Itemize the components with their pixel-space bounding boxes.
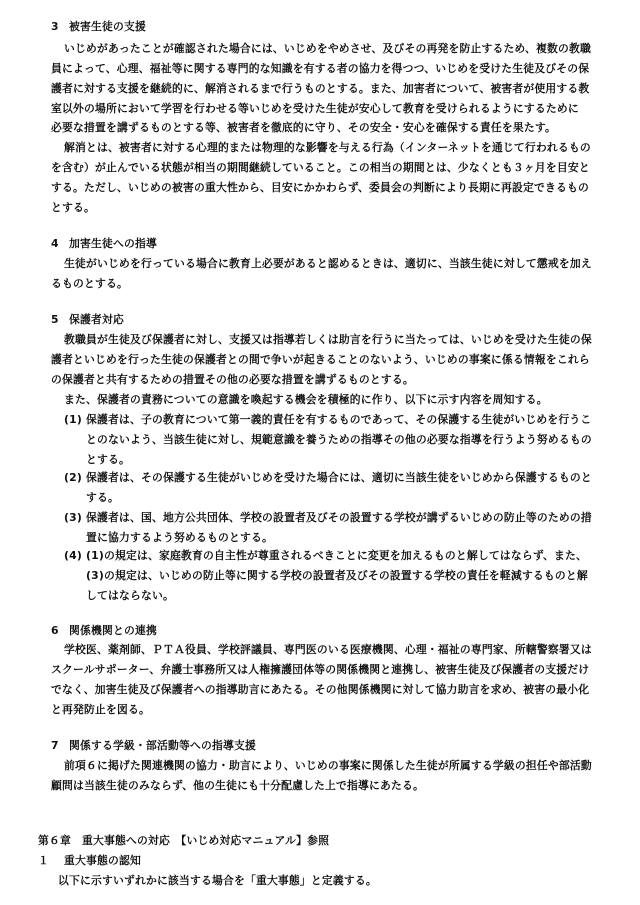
- section-3-para2-line1: 解消とは、被害者に対する心理的または物理的な影響を与える行為（インターネットを通じて行われるもの: [64, 141, 591, 154]
- chapter-6-subheading: １ 重大事態の認知: [38, 854, 141, 867]
- section-4-para1-line1: 生徒がいじめを行っている場合に教育上必要があると認めるときは、適切に、当該生徒に対して懲戒を加え: [64, 257, 592, 270]
- list-item-1-line3: とする。: [86, 453, 130, 466]
- section-3-para1-line4: 室以外の場所において学習を行わせる等いじめを受けた生徒が安心して教育を受けられるようにするために: [51, 102, 579, 115]
- list-item-4-line3: してはならない。: [86, 589, 174, 602]
- section-4-para1-line2: るものとする。: [51, 277, 128, 290]
- list-item-3-line2: 置に協力するよう努めるものとする。: [86, 531, 273, 544]
- section-3-para2-line2: を含む）が止んでいる状態が相当の期間継続していること。この相当の期間とは、少なくとも３ヶ月を目安と: [51, 161, 590, 174]
- section-7-para1-line1: 前項６に掲げた関連機関の協力・助言により、いじめの事案に関係した生徒が所属する学級の担任や部活動: [64, 759, 592, 772]
- section-3-para1-line3: 護者に対する支援を継続的に、解消されるまで行うものとする。また、加害者について、被害者が使用する教: [51, 82, 590, 95]
- section-3-para1-line2: 員によって、心理、福祉等に関する専門的な知識を有する者の協力を得つつ、いじめを受けた生徒及びその保: [51, 62, 590, 75]
- list-item-3-line1: (3) 保護者は、国、地方公共団体、学校の設置者及びその設置する学校が講ずるいじめの防止等のための措: [64, 511, 592, 524]
- section-4-heading: 4 加害生徒への指導: [51, 237, 157, 250]
- chapter-6-title: 第６章 重大事態への対応 【いじめ対応マニュアル】参照: [38, 834, 330, 847]
- section-3-para1-line5: 必要な措置を講ずるものとする等、被害者を徹底的に守り、その安全・安心を確保する責任を果たす。: [51, 121, 556, 134]
- list-item-4-line1: (4) (1)の規定は、家庭教育の自主性が尊重されるべきことに変更を加えるものと解してはならず、また、: [64, 549, 587, 562]
- section-6-para1-line2: スクールサポーター、弁護士事務所又は人権擁護団体等の関係機関と連携し、被害生徒及び保護者の支援だけ: [51, 663, 590, 676]
- list-item-4-line2: (3)の規定は、いじめの防止等に関する学校の設置者及びその設置する学校の責任を軽減するものと解: [86, 569, 588, 582]
- section-6-para1-line1: 学校医、薬剤師、ＰＴＡ役員、学校評議員、専門医のいる医療機関、心理・福祉の専門家、所轄警察署又は: [64, 643, 592, 656]
- section-5-heading: 5 保護者対応: [51, 313, 124, 326]
- section-5-para2: また、保護者の責務についての意識を喚起する機会を積極的に作り、以下に示す内容を周知する。: [64, 393, 548, 406]
- section-5-para1-line3: の保護者と共有するための措置その他の必要な措置を講ずるものとする。: [51, 373, 414, 386]
- list-item-2-line2: する。: [86, 491, 119, 504]
- section-3-para2-line3: する。ただし、いじめの被害の重大性から、目安にかかわらず、委員会の判断により長期に再設定できるもの: [51, 181, 589, 194]
- section-3-para1-line1: いじめがあったことが確認された場合には、いじめをやめさせ、及びその再発を防止するため、複数の教職: [64, 42, 591, 55]
- section-7-para1-line2: 顧問は当該生徒のみならず、他の生徒にも十分配慮した上で指導にあたる。: [51, 779, 425, 792]
- list-item-1-line2: とのないよう、当該生徒に対し、規範意識を養うための指導その他の必要な指導を行うよう努めるもの: [86, 433, 592, 446]
- chapter-6-para1: 以下に示すいずれかに該当する場合を「重大事態」と定義する。: [58, 874, 377, 887]
- section-5-para1-line1: 教職員が生徒及び保護者に対し、支援又は指導若しくは助言を行うに当たっては、いじめを受けた生徒の保: [64, 333, 592, 346]
- list-item-1-line1: (1) 保護者は、子の教育について第一義的責任を有するものであって、その保護する生徒がいじめを行うこ: [64, 413, 592, 426]
- section-6-para1-line4: と再発防止を図る。: [51, 703, 150, 716]
- list-item-2-line1: (2) 保護者は、その保護する生徒がいじめを受けた場合には、適切に当該生徒をいじめから保護するものと: [64, 471, 592, 484]
- section-5-para1-line2: 護者といじめを行った生徒の保護者との間で争いが起きることのないよう、いじめの事案に係る情報をこれら: [51, 353, 590, 366]
- section-3-heading: 3 被害生徒の支援: [51, 20, 146, 33]
- section-3-para2-line4: とする。: [51, 201, 95, 214]
- section-6-para1-line3: でなく、加害生徒及び保護者への指導助言にあたる。その他関係機関に対して協力助言を求め、被害の最小化: [51, 683, 590, 696]
- section-6-heading: 6 関係機関との連携: [51, 624, 157, 637]
- section-7-heading: 7 関係する学級・部活動等への指導支援: [51, 739, 256, 752]
